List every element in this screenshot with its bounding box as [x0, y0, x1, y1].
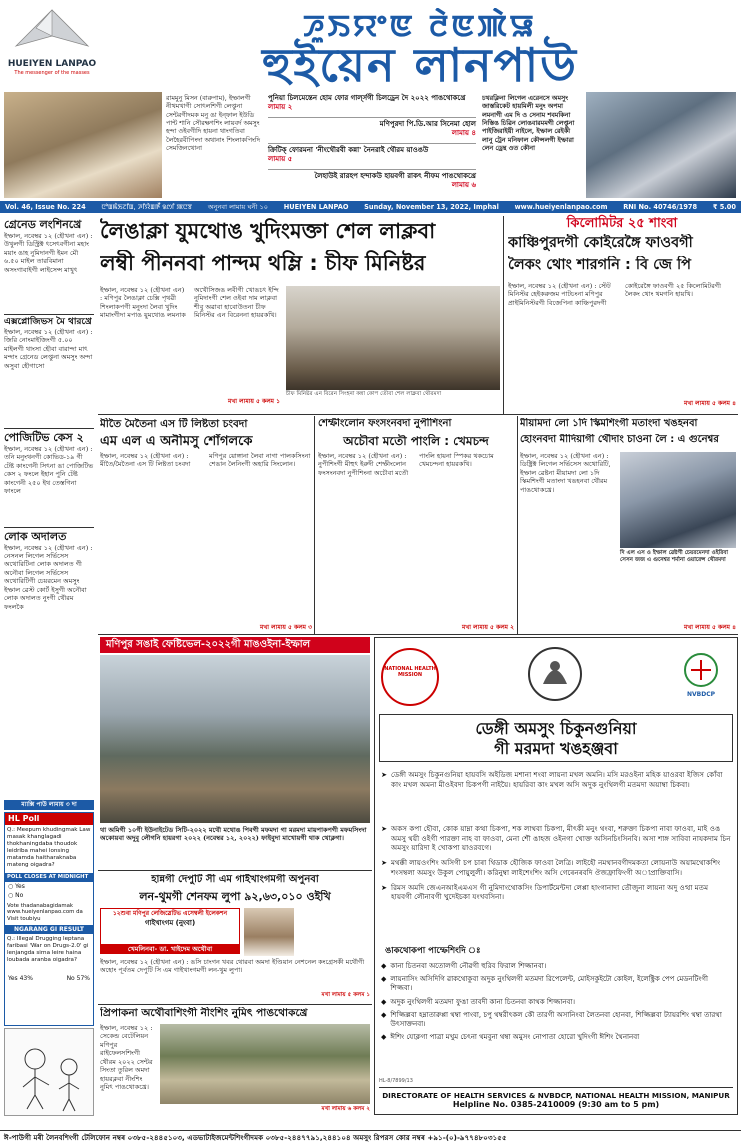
bottom-contact-bar: ঈ-পাউগী মৰী লৈনবশিংগী টেলিফোন নম্বৰ ০৩৮৫-২৪৪৫১০৩, এডভাটাইজমেন্টশিংগীদমক ০৩৮৫-২৪৪৭৭৯১,২৪৪১০৪ অমসুং রিপরস কোর নম্বৰ +৯১-(০)-৯৭৭৪৮০৩১৫৫ — [0, 1130, 741, 1144]
divider — [98, 1004, 372, 1005]
story-a-headline-2: এম এল এ অনীমসু শোঁগলকে — [100, 434, 253, 449]
ad-bullets — [381, 824, 731, 907]
teaser-4[interactable] — [268, 146, 476, 170]
nvbdcp-label: NVBDCP — [686, 690, 716, 698]
teaser-photo-campaign — [586, 92, 736, 198]
right-body-text: ইম্ফাল, নবেম্বর ১২ (হৌখনা এন) : স্টেট মিনিস্টর হেইকরুজম পাটচংনা মণিপুর প্রাইমিনিস্টরগী বিজেপিনা কাঞ্চিপুরদগী কোইরেঙ্গৈ ফাওবগী ২৫ কিলোমিটরগী লৈকং থোং থমগনি হায়খি। — [508, 282, 721, 307]
nvbdcp-logo — [673, 652, 729, 708]
main-headline-2: লম্বী পীননবা পান্দম থম্লি : চীফ মিনিষ্টর — [100, 251, 426, 275]
diamond-icon: ◆ — [381, 997, 387, 1006]
mosquito-icon — [681, 652, 721, 688]
logo-subtitle: The messenger of the masses — [14, 70, 90, 76]
radio-icon: ○ — [8, 882, 16, 890]
divider — [98, 870, 372, 871]
nhm-logo: NATIONAL HEALTH MISSION — [381, 648, 439, 706]
maxi-pao-box[interactable]: ম্যাক্সি পাউ লামায় ৩ দা — [4, 800, 94, 810]
diamond-icon: ◆ — [381, 962, 387, 970]
election-box-label: ১২শুবা মণিপুর লেজিস্লেটিভ এসেম্বলী ইলেকশন — [112, 910, 228, 917]
divider — [98, 414, 738, 415]
masthead-logo — [6, 6, 98, 78]
poll-option-no[interactable] — [5, 891, 93, 901]
teaser-2-text: পুনিয়া চিলমেন্তেন হোম ফোর গাৰ্ল্সগী চিলড্রেন দৈ ২০২২ পাঙথোকখ্রে — [268, 94, 466, 102]
left-body-1: ইম্ফাল, নবেম্বর ১২ (হৌখনা এন) : উখুলগী ডিস্ট্রিক্ট ৎসেৎবগীনা মহাং ময়াং ঙাহ নুমিদানগী ইমন মৌ ৬.৫০ মাইল তারবিমানা অসংগাবাইগী লাইসেন্স মাখুৎ — [4, 231, 93, 274]
logo-text: HUEIYEN LANPAO — [7, 58, 97, 69]
ad-section-title: ঙাকথোকপা পাম্ফেশিংদি ঃ — [385, 946, 481, 956]
diamond-icon: ◆ — [381, 1010, 387, 1019]
ad-bullets-2 — [381, 962, 731, 1047]
result-row — [5, 974, 93, 984]
gaikhangam-headline-2: লন-থুমগী শেনফম লুপা ৯২,৬৩,০১০ ওইখি — [139, 890, 331, 903]
ad-title-box — [379, 714, 733, 762]
divider — [503, 216, 504, 414]
divider — [314, 416, 315, 634]
date: Sunday, November 13, 2022, Imphal — [364, 202, 499, 211]
story-c-continued[interactable]: মখা লামায় ৫ কলম ৪ — [684, 624, 736, 631]
story-c-headline-2: হোংনবদা মীদিয়াগী থৌদাং চাওনা লৈ : এ গুনেশ্বর — [520, 434, 719, 445]
election-tag: খেমলিনবা- ডা. খাইদেম অথৌবা — [100, 944, 240, 954]
story-b-body — [318, 452, 514, 624]
right-continued[interactable]: মখা লামায় ৫ কলম ৪ — [684, 400, 736, 407]
poll-title: HL Poll — [5, 813, 93, 825]
health-ad — [374, 637, 738, 1115]
teaser-3[interactable] — [268, 120, 476, 144]
volume-info: Vol. 46, Issue No. 224 — [5, 202, 86, 211]
diamond-icon: ◆ — [381, 975, 387, 984]
story-c-photo — [620, 452, 736, 548]
teaser-text-6: চথরক্লিনা লিগেল এরেনসে অমসুং জাস্তরিকেট হায়মিলী মনুং অপমা লমনাগী এম দি ও সেনাম শবমকিনা নিস্তিঙ চিৱিন লোঙবারমমগী লেপ্তুনা পাইজিরাইয়ী নাইলে, ইম্ফাল রেইকী লানু ট্ৰেন মনিফাল কৌন্সলগী ইম্ফারা লেন ড্রেন্থ ওত কৌনা — [482, 94, 575, 152]
arrow-icon: ➤ — [381, 882, 388, 892]
ad-helpline: Helpline No. 0385-2410009 (9:30 am to 5 pm) — [452, 1100, 660, 1109]
cartoon — [4, 1028, 94, 1116]
teaser-5[interactable] — [268, 172, 476, 198]
paper-name: HUEIYEN LANPAO — [283, 202, 349, 211]
poll-vote-note[interactable]: Vote thadanabagidamak www.hueiyenlanpao.com da Visit toubiyu — [7, 902, 83, 923]
result-no: No 57% — [66, 975, 90, 983]
arrow-icon: ➤ — [381, 824, 388, 833]
hl-poll-box — [4, 812, 94, 1026]
ad-bullet: ◆ শিজ্জিল্লবা হম্নাতারুপ্পা থম্বা পাংবা, চপু থম্বরীৎকল কৌ তারগী অসানিংবা লৈতনবা হোনবা, শিজ্জিল্লবা ট্যায়রশিং থম্বা তারথা উৎসাক্তনবা। — [381, 1010, 722, 1029]
main-headline-1: লৈঙাক্লা যুমথোঙ খুদিংমক্তা শেল লাক্লবা — [100, 219, 436, 243]
price: ₹ 5.00 — [712, 202, 736, 211]
story-c-body — [520, 452, 616, 624]
poll-no-label: No — [15, 892, 24, 900]
story-c-headline-1: মীয়ামদা লো ১দি স্কিমশিংগী মতাংদা খঙহনবা — [520, 418, 698, 429]
diamond-icon: ◆ — [381, 1033, 387, 1042]
left-column — [4, 216, 94, 800]
cartoon-drawing — [5, 1029, 93, 1115]
teaser-5-page: লামায় ৬ — [451, 180, 476, 189]
pipraknaba-text: ইম্ফাল, নবেম্বর ১২ : সেকেন্ড বেটেলিয়ন মণিপুর রাইফেলসশিংগী থৌরম ২০২২ সেন্টর সিংতা তুরিল অমদা হায়রক্লবা নীংশিং নুমিৎ পাঙথোকখ্রে। — [100, 1024, 153, 1092]
ad-para-1: ➤ ডেঙ্গী অমসুং চিকুনগুনিয়া হায়বসি অইডিজ মশানা শংবা লায়না মখল অমনি। মসি মরওইনা মহিক য়াওরবা ইজিস কোঁবা কাং মখল অমনা মীওইবদা চিকপগী নাইয়ৈ। হায়রিবা কাং মখল অসি অদুক নুংথিলগী মতমদা অয়াম্বা চিকবা। — [381, 770, 723, 789]
result-question: Q.: Illegal Drugging leptana faribasi 'War on Drugs-2.0' gi lenjangda sirna leire haina loubada aranba oigadra? — [7, 936, 89, 964]
ad-bullet: ◆ ঈশিং যোক্লগা পাত্রা মখুম চেৎনা থমবুনা থম্বা অমুসং নোপাতা হোরো খুদিংগী ঈশিং থৈনানবা — [381, 1033, 640, 1042]
result-yes: Yes 43% — [8, 975, 33, 983]
meitei-date: ꯅꯣꯡꯃꯥꯏꯖꯤꯡ, ꯍꯤꯌꯥꯡꯒꯩ ꯲ꯁꯤ ꯄꯅꯕ — [101, 202, 193, 211]
rni-number: RNI No. 40746/1978 — [623, 202, 698, 211]
ad-bullet: ➤ মথক্কী লায়ওংশিং অসিগী চপ চাৰা থিডাক হৌজিক ফাওবা লৈত্রি। লাইহৌ নমথানবগীদমকতা লোয়নাউ অয়ামথোকশিং শংসম্বলা অমসুং উকুল পোয়ুলুলী। করিনুম্বা লাইশেংশিং অসি গেৰেনৰবদি ঔজফ্রাফিংগী অাপ্রাক্তিবাসি। — [381, 858, 721, 877]
poll-yes-label: Yes — [15, 882, 25, 890]
story-b-headline-1: শেম্ফীংলোন ফংসংনবদা নুপীশিংনা — [318, 418, 452, 429]
divider — [517, 416, 518, 634]
ad-bullet: ◆ কানা চিতনবা অতোলগী নৌৱগী হুরিব ফিরাল শিজ্জানবা। — [381, 962, 547, 970]
right-kicker: কিলোমিটর ২৫ শাংবা — [566, 216, 678, 231]
story-b-continued[interactable]: মখা লামায় ৫ কলম ২ — [462, 624, 514, 631]
teaser-4-text: ক্রিটিক্ ফোরমনা 'নীংথৌরবী কন্না' নৈনরাই থৌরম য়াওঙউ — [268, 146, 429, 154]
main-caption: চীফ মিনিষ্টর এন বিরেন সিংহনা কন্না কোপ তৌবা শেল লাক্লবা থৌরমদা — [286, 391, 442, 397]
result-title: NGARANG GI RESULT — [5, 925, 93, 935]
main-photo — [286, 286, 500, 390]
gaikhangam-continued[interactable]: মখা লামায় ৫ কলম ১ — [321, 992, 370, 998]
ad-bullet: ◆ অদুক নুংথিলগী মতমদা ফুঙা তাবদী কানা চিতনবা কাথক শিজ্জানবা। — [381, 997, 575, 1006]
teaser-photo-monks — [4, 92, 162, 198]
right-story-body — [508, 282, 736, 396]
masthead-title-meitei: ꯍꯨꯏꯌꯦꯟ ꯂꯥꯟꯄꯥꯎ — [303, 9, 537, 44]
ad-title-1: ডেঙ্গী অমসুং চিকুনগুনিয়া — [475, 719, 637, 738]
left-head-1: গ্রেনেড লংশিনখ্রে — [4, 218, 82, 231]
election-box — [100, 908, 240, 948]
left-body-2: ইম্ফাল, নবেম্বর ১২ (হৌখনা এন) : জিরি নোংমাইজিংগী ৫.০০ মাইলগী থাংসা হৌবা বারান্দা মাৎ মন্দাং গ্রেনেড লেপ্তুনা অমসুং অন্দা অসুবা হৌগাসো — [4, 328, 93, 370]
gaikhangam-text: ইম্ফাল, নবেম্বর ১২ (হৌখনা এন) : ঙসি চাংগন খবর থোরবা অমদা ইণ্ডিয়ান নেশনেল কংগ্রেসকী মথৌগী অহোং পূর্বতম দেপুটি সি এম গাইখাংগমগী লন-থুম লুপা। — [100, 958, 365, 975]
sangai-header: মণিপুর সঙাই ফেষ্টিভেল-২০২২গী মাঙওইনা-ইম্ফাল — [100, 637, 370, 653]
ad-bullet: ◆ লায়নাসিং অসিদিগি ৱাকথোকুবা অদুক নুংথিলগী মতমদা রিপেলেন্ট, মোইসকুইটো কোইল, ইলেক্ট্রিক পেপ মেডনটিংগী শিজ্জবা। — [381, 975, 709, 993]
pipraknaba-continued[interactable]: মখা লামায় ৬ কলম ২ — [321, 1106, 370, 1112]
story-c-caption: দি এল এস ও ইম্ফাল ৱেষ্টগী চেয়রমেনদা ওইরিবা সেসন জজ এ গুনেশ্বর শর্মানা ওয়ারেন্স থৌরমদা — [620, 550, 729, 563]
emblem-icon — [525, 644, 585, 706]
radio-icon: ○ — [8, 892, 16, 900]
website[interactable]: www.hueiyenlanpao.com — [514, 202, 608, 211]
poll-closes: POLL CLOSES AT MIDNIGHT — [5, 873, 93, 882]
ad-bullet: ➤ রিমস অমদি জেএনআইএমএস গী নুমিদাংথোকসিং ডিপার্টমেন্টদা লেপ্পা হাংগানাদা তৌজুনা লায়না অদু ওত্থা মতম হায়বগী লৌনাবগী খুদেইচকা যংখবসিনা। — [381, 882, 709, 902]
teaser-2[interactable] — [268, 94, 476, 118]
bengali-date: অনুনবা লামায় ঘনী ১০ — [207, 202, 269, 211]
left-body-4: ইম্ফাল, নবেম্বর ১২ (হৌখনা এন) : নেসনল লিগেল সর্ভিসেস অথোরিটিনা লোক অদালত গী অনৌবা লিগেল সর্ভিসেস অথোরিটিগী চেয়রমেন অমসুং ইম্ফাল ৱেস্ট কোর্ট ইসুগী অনৌবা লোক অদালত নুংগী থৌরম ফংলকৈ — [4, 543, 93, 611]
pipraknaba-photo — [160, 1024, 370, 1104]
teaser-2-page: লামায় ২ — [268, 102, 293, 111]
masthead-title-bengali: হুইয়েন লানপাউ — [262, 38, 578, 92]
poll-option-yes[interactable] — [5, 882, 93, 892]
teaser-4-page: লামায় ৫ — [268, 154, 293, 163]
right-headline-1: কাঞ্চিপুরদগী কোইরেঙ্গৈ ফাওবগী — [508, 235, 693, 251]
paper-crane-logo — [6, 6, 98, 56]
main-continued[interactable]: মখা লামায় ৫ কলম ১ — [228, 398, 280, 405]
main-body-text: ইম্ফাল, নবেম্বর ১২ (হৌখনা এন) : মণিপুর লৈঙাক্লা চেক্সি পৃথৱী শিংলাকপগী মনুংদা লৈবা খুদিং মামাংগীদা মপাঙ য়ুমথোঙ লমনাক অখৌসিজঙ লবীগী খোঙচৎ ইন্দি নুমিদাংগী শেল ওইবা দাম লাক্লবা শীবু অৱাবা হাবোউতনা চীফ মিনিস্টর এন বিরেননা হায়রকখি। — [100, 286, 279, 320]
gaikhangam-headline-1: হান্নগী দেপুটি সী এম গাইখাংগমগী অপুনবা — [151, 874, 319, 885]
story-c-text: ইম্ফাল, নবেম্বর ১২ (হৌখনা এন) : ডিষ্ট্রিক্ট লিগেল সর্ভিসেস অথোরিটি, ইম্ফাল ৱেষ্টনা মীয়ামদা লো ১দি স্কিমশিংগী মতাংদা খঙহনবা থৌরম পাঙথোকখ্রে। — [520, 452, 611, 494]
ad-title-2: গী মরমদা খঙহঞ্জবা — [494, 739, 618, 758]
sangai-caption: থা অমিগী ১০গী ইউনাইটেড সিটি-২০২২ মথৌ মথোঙ পিবগী মফমদা গা মরমদা মায়পাকপগী মফমসিংদা অকোয়বা অদুবু লৌগনি হায়রগা ২০২২ (নবেম্বর ১২, ২০২২) ফাইবুদা মাখোয়গী থাক থোক্লগা। — [100, 826, 367, 843]
story-a-text: ইম্ফাল, নবেম্বর ১২ (হৌখনা এন) : মীতৈ/মৈতৈনা এস টি লিষ্টতা চংবদা মণিপুর য়োঙ্গানা লৈবা নাগা পালকসিংনা শেঙান লৈনিংগী অহারি সিংলোন। — [100, 452, 311, 469]
left-body-3: ইম্ফাল, নবেম্বর ১২ (হৌখনা এন) : তনি মনুংথনগী কোভিড-১৯ গী টেষ্ট কাংগেনী সিৎনা ঙা পোজিটিভ কেস ২ ফংলে ইহান পুনি টেষ্ট কাংগেনী ২৫০ ইথ তেস্তগিনা ফাংলে — [4, 444, 94, 495]
candidate-photo — [244, 908, 294, 956]
poll-question: Q.: Meepum khudingmak Law masak khanglagadi thokhaningdaba thoudok leidriba mahei lonsing matamda haitharaknaba mateng oigadra? — [7, 827, 91, 868]
sangai-photo — [100, 655, 370, 823]
story-a-headline-1: মীতৈ মৈতৈনা এস টি লিষ্টতা চংবদা — [100, 418, 248, 430]
teaser-3-page: লামায় ৪ — [451, 128, 476, 137]
election-box-sub: গাইখাংগম (নুংবা) — [144, 918, 196, 927]
pipraknaba-headline: প্রিপাকনা অথৌবাশিংগী নীংশিং নুমিৎ পাঙথোকখ্রে — [100, 1007, 308, 1019]
main-story-body — [100, 286, 282, 396]
story-a-body — [100, 452, 312, 624]
kangla-sha-icon — [525, 644, 585, 706]
divider — [98, 634, 738, 635]
left-head-2: এক্সপ্লোজিভস মৈ থারখ্রে — [4, 314, 94, 328]
arrow-icon: ➤ — [381, 770, 388, 779]
left-head-3: পোজিটিভ কেস ২ — [4, 428, 94, 445]
story-b-headline-2: অচৌবা মতৌ পাংলি : খেমচন্দ — [343, 434, 489, 448]
teaser-5-text: লৈহাউই রারহপ হন্দাকউ হায়বগী রাকৎ নীফম পাঙথোকখ্রে — [314, 172, 476, 180]
dateline-bar — [0, 201, 741, 213]
ad-code: HL-8/7899/13 — [379, 1077, 413, 1084]
story-b-text: ইম্ফাল, নবেম্বর ১২ (হৌখনা এন) : নুপীশিংগী মীহুৎ ইরুদী শেম্ফীংলোন ফংসংনবদা নুপীশিংনা অচৌবা মতৌ পাংলি হায়না স্পিকর থকচোম খেমচন্দনা হায়রকখি। — [318, 452, 494, 477]
teaser-3-text: মণিপুরদা পি.ডি.আর সিনেমা হোল — [379, 120, 476, 128]
arrow-icon: ➤ — [381, 858, 388, 868]
ad-footer — [379, 1087, 733, 1110]
ad-footer-org: DIRECTORATE OF HEALTH SERVICES & NVBDCP, NATIONAL HEALTH MISSION, MANIPUR — [382, 1091, 730, 1100]
pipraknaba-body — [100, 1024, 156, 1108]
left-head-4: লোক অদালত — [4, 527, 94, 544]
teaser-text-1: রামমুনু মিসন (বারুপাম), ইম্ফালগী নীথমখাগী সোৎলশিগী লেপ্তুনা সেন্টরগীদমক মনু ঙা ইন্ফাল ইউডি পান্ট শানি সৌরক্ষণশিং লায়বর্দ অমসুং হন্দা ওইবগীদি হায়না থাংগতিবা লৈহৈরবীপিংদা অথানাং শিংলাকপিংদি সেমজিনথোনা — [166, 94, 260, 152]
right-headline-2: লৈকং থোং শারগনি : বি জে পি — [508, 257, 691, 273]
ad-bullet: ➤ অকস কপা হৌবা, কোক য়াম্না কত্থা চিকপা, শক লাথবা চিকপা, মীৎকী মনুং থংবা, শরুক্তা চিকপা নাবা ফাওবা, মাই ওঙ অমসু থয়ী ওইগী পারক্তা নাহ বা ফাওবা, মেনা শৌ ঙাহজ ওইনগা খোক্ত অসিনচিংসিনবি। অসা শাঙ্গ সাবিবা নাযকদাম চিন অমসুং য়ারিদা ই খোকপা য়াওরবগে। — [381, 824, 731, 853]
story-a-continued[interactable]: মখা লামায় ৫ কলম ৩ — [260, 624, 312, 631]
